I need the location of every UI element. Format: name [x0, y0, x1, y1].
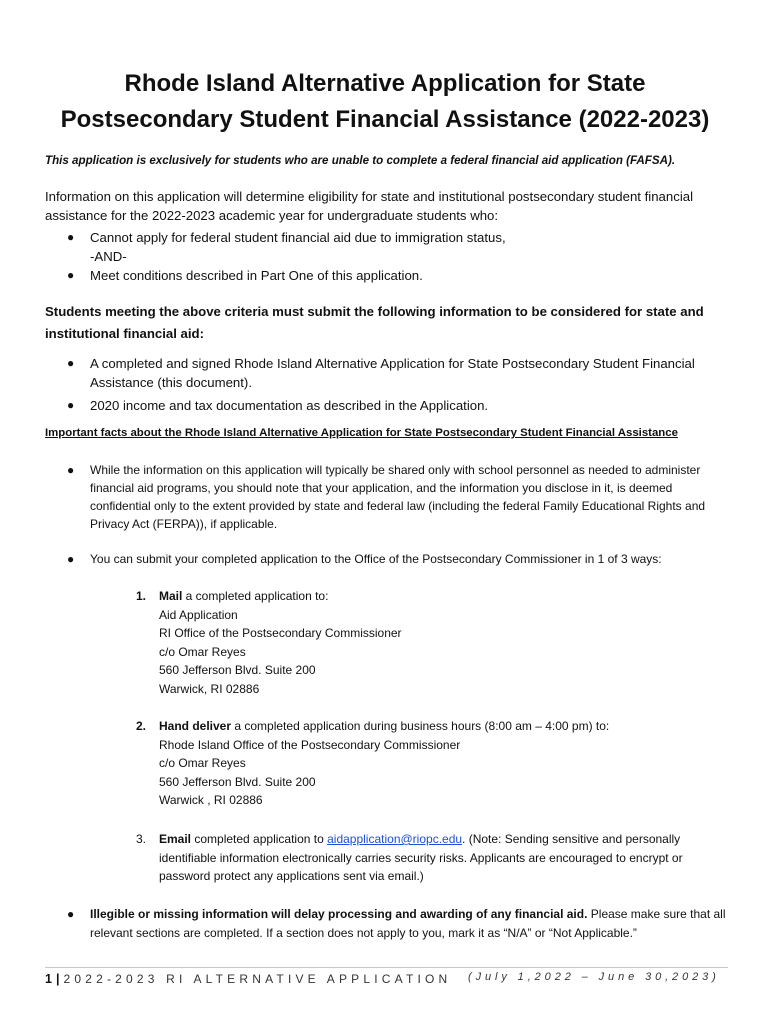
email-method: [136, 830, 736, 886]
list-item-text: 2020 income and tax documentation as described in the Application.: [90, 398, 489, 413]
list-item-text: Cannot apply for federal student financial aid due to immigration status,: [90, 230, 506, 245]
address-line: 560 Jefferson Blvd. Suite 200: [159, 663, 316, 677]
bullet-icon: ●: [67, 398, 75, 412]
bullet-icon: ●: [67, 356, 75, 370]
hand-deliver-text: a completed application during business hours (8:00 am – 4:00 pm) to:: [231, 719, 610, 733]
address-line: c/o Omar Reyes: [159, 756, 246, 770]
footer-separator: |: [55, 972, 60, 986]
address-line: Aid Application: [159, 607, 238, 622]
submit-intro-text: You can submit your completed application to the Office of the Postsecondary Commissioner in 1 of 3 ways:: [90, 552, 662, 566]
and-text: -AND-: [90, 249, 127, 264]
warning-list: [45, 905, 735, 943]
title-line-1: Rhode Island Alternative Application for State: [124, 70, 646, 97]
address-line: 560 Jefferson Blvd. Suite 200: [159, 774, 316, 789]
privacy-text: While the information on this application will typically be shared only with school personnel as needed to administer financial aid programs, you should note that your application, and the information you disclose in it, is deemed confidential only to the extent provided by state and federal law (including the federal Family Educational Rights and Privacy Act (FERPA)), if applicable.: [90, 463, 706, 531]
list-item: [45, 461, 735, 533]
email-text-after: . (Note: Sending sensitive and personally identifiable information electronically carries security risks. Applicants are encouraged to encrypt or password protect any applications sent via email.): [159, 832, 683, 883]
requirements-list: [45, 354, 735, 419]
list-item-text: Meet conditions described in Part One of this application.: [90, 268, 423, 283]
title-line-2: Postsecondary Student Financial Assistance (2022-2023): [60, 106, 710, 133]
list-item: [45, 354, 735, 392]
step-number: 3.: [136, 832, 147, 846]
hand-deliver-label: Hand deliver: [159, 719, 232, 733]
mail-text: a completed application to:: [182, 589, 329, 603]
address-line: RI Office of the Postsecondary Commissioner: [159, 626, 402, 640]
page-footer: [45, 970, 735, 990]
page-number: 1: [45, 972, 52, 986]
and-separator: [45, 247, 735, 266]
mail-label: Mail: [159, 589, 183, 603]
facts-list: [45, 461, 735, 568]
email-link[interactable]: aidapplication@riopc.edu: [327, 832, 463, 846]
bullet-icon: ●: [67, 268, 75, 282]
list-item: [45, 550, 735, 568]
important-facts-heading: Important facts about the Rhode Island Alternative Application for State Postsecondary Student Financial Assistance: [45, 427, 678, 439]
fafsa-note: This application is exclusively for students who are unable to complete a federal financial aid application (FAFSA).: [45, 154, 676, 167]
mail-method: [136, 587, 736, 698]
list-item-text: A completed and signed Rhode Island Alternative Application for State Postsecondary Student Financial Assistance (this document).: [90, 356, 695, 390]
bullet-icon: ●: [67, 463, 75, 477]
list-item: [45, 228, 735, 247]
hand-deliver-method: [136, 717, 736, 810]
bullet-icon: ●: [67, 907, 75, 921]
address-line: Warwick , RI 02886: [159, 793, 263, 807]
requirements-heading: Students meeting the above criteria must submit the following information to be considered for state and institutional financial aid:: [45, 304, 704, 341]
eligibility-list: [45, 228, 735, 285]
footer-divider: [45, 967, 728, 968]
list-item: [45, 266, 735, 285]
page-title: [40, 66, 730, 138]
address-line: Rhode Island Office of the Postsecondary Commissioner: [159, 737, 461, 752]
address-line: c/o Omar Reyes: [159, 644, 246, 659]
footer-dates: (July 1,2022 – June 30,2023): [468, 971, 720, 983]
bullet-icon: ●: [67, 230, 75, 244]
bullet-icon: ●: [67, 552, 75, 566]
footer-doc-title: 2022-2023 RI ALTERNATIVE APPLICATION: [63, 972, 452, 986]
address-line: Warwick, RI 02886: [159, 681, 260, 696]
email-text-before: completed application to: [191, 832, 328, 846]
list-item: [45, 396, 735, 415]
email-label: Email: [159, 832, 192, 846]
list-item: [45, 905, 735, 943]
eligibility-paragraph: Information on this application will determine eligibility for state and institutional postsecondary student financial assistance for the 2022-2023 academic year for undergraduate students who:: [45, 189, 694, 223]
warning-text: Please make sure that all relevant sections are completed. If a section does not apply to you, mark it as “N/A” or “Not Applicable.”: [90, 907, 726, 940]
step-number: 1.: [136, 589, 147, 603]
step-number: 2.: [136, 719, 147, 733]
warning-bold-text: Illegible or missing information will delay processing and awarding of any financial aid.: [90, 907, 588, 921]
